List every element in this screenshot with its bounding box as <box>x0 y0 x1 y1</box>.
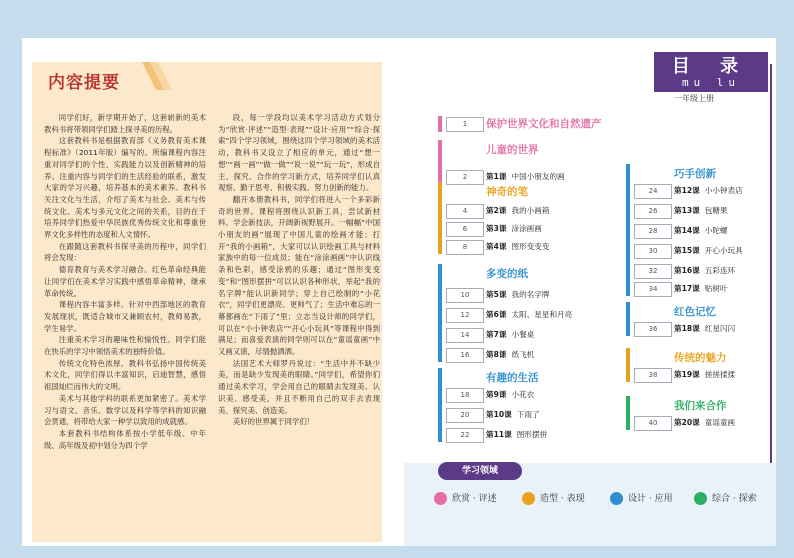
intro-paragraph: 美好的世界属于同学们！ <box>232 417 315 427</box>
page-number: 4 <box>446 204 484 219</box>
page-number: 26 <box>634 204 672 219</box>
intro-paragraph: 课程内容丰富多样。针对中西部地区的教育发展现状，既适合城市又兼顾农村，教师易教，学生易学。 <box>44 300 206 333</box>
page-number: 1 <box>446 117 484 132</box>
lesson-entry[interactable] <box>486 204 549 218</box>
lesson-name: 太阳、星星和月亮 <box>511 310 573 319</box>
lesson-entry[interactable] <box>486 428 547 442</box>
page-number: 6 <box>446 222 484 237</box>
lesson-number: 第9课 <box>486 390 507 399</box>
legend-dot-icon <box>522 492 535 505</box>
legend-item <box>694 492 757 506</box>
lesson-number: 第14课 <box>674 226 700 235</box>
intro-paragraph: 法国艺术大师罗丹说过：“生活中并不缺少美，而是缺少发现美的眼睛。”同学们，希望你们通过美术学习，学会用自己的眼睛去发现美、认识美、感受美，并且不断用自己的双手去表现美、探究美、创造美。 <box>218 358 380 415</box>
toc-color-bar <box>626 302 630 336</box>
lesson-entry[interactable] <box>674 204 728 218</box>
intro-paragraph: 注重美术学习的趣味性和愉悦性。同学们能在快乐的学习中领悟美术的独特价值。 <box>44 335 206 357</box>
toc-color-bar <box>438 264 442 362</box>
page-number: 28 <box>634 224 672 239</box>
lesson-name: 开心小玩具 <box>704 246 743 255</box>
lesson-name: 小花衣 <box>511 390 535 399</box>
lesson-name: 红星闪闪 <box>704 324 736 333</box>
lesson-number: 第5课 <box>486 290 507 299</box>
lesson-entry[interactable] <box>486 388 534 402</box>
lesson-number: 第4课 <box>486 242 507 251</box>
legend-item <box>434 492 497 506</box>
page-number: 32 <box>634 264 672 279</box>
lesson-number: 第16课 <box>674 266 700 275</box>
unit-title[interactable]: 传统的魅力 <box>674 352 727 364</box>
intro-paragraph: 传统文化特色浓厚。教科书弘扬中国传统美术文化，同学们得以丰富知识，启迪智慧，感悟祖国灿烂而伟大的文明。 <box>44 358 206 392</box>
lesson-number: 第10课 <box>486 410 512 419</box>
lesson-entry[interactable] <box>674 224 728 238</box>
lesson-name: 五彩连环 <box>704 266 736 275</box>
unit-title[interactable]: 神奇的笔 <box>486 186 528 198</box>
legend-label: 综合 · 探索 <box>712 494 757 504</box>
intro-paragraph: 这套教科书是根据教育部《义务教育美术课程标准》（2011年版）编写的。所编课程内容注重对同学们的个性、实践能力以及创新精神的培养。注重内容与同学们的生活经验的联系，激发大家的学习兴趣，培养基本的美术素养。教科书关注文化与生活，介绍了美术与社会、美术与传统文化、美术与多元文化之间的关系，目的在于培养同学们热爱中华民族优秀传统文化和尊重世界文化多样性的态度和人文情怀。 <box>44 136 206 240</box>
page-number: 22 <box>446 428 484 443</box>
lesson-entry[interactable] <box>674 282 728 296</box>
lesson-number: 第8课 <box>486 350 507 359</box>
lesson-entry[interactable] <box>486 170 565 184</box>
lesson-entry[interactable] <box>486 240 549 254</box>
lesson-name: 我的小画箱 <box>511 206 550 215</box>
intro-page <box>22 38 404 546</box>
unit-title[interactable]: 多变的纸 <box>486 268 528 280</box>
legend-dot-icon <box>694 492 707 505</box>
toc-color-bar <box>438 368 442 442</box>
lesson-entry[interactable] <box>486 408 540 422</box>
lesson-entry[interactable] <box>674 322 735 336</box>
page-number: 10 <box>446 288 484 303</box>
lesson-number: 第19课 <box>674 370 700 379</box>
lesson-number: 第3课 <box>486 224 507 233</box>
toc-color-bar <box>626 348 630 382</box>
lesson-name: 小陀螺 <box>704 226 728 235</box>
toc-color-bar <box>438 182 442 254</box>
lesson-name: 中国小朋友的画 <box>511 172 565 181</box>
lesson-name: 贴树叶 <box>704 284 728 293</box>
toc-color-bar <box>626 164 630 296</box>
toc-color-bar <box>438 116 442 132</box>
legend-label: 造型 · 表现 <box>540 494 585 504</box>
lesson-entry[interactable] <box>674 368 735 382</box>
legend-item <box>522 492 585 506</box>
lesson-name: 图形变变变 <box>511 242 550 251</box>
legend-label: 欣赏 · 评述 <box>452 494 497 504</box>
page-number: 40 <box>634 416 672 431</box>
lesson-number: 第6课 <box>486 310 507 319</box>
lesson-entry[interactable] <box>486 222 542 236</box>
lesson-name: 涂涂画画 <box>511 224 542 233</box>
unit-title[interactable]: 巧手创新 <box>674 168 716 180</box>
lesson-name: 我的名字牌 <box>511 290 550 299</box>
toc-title: 目 录 <box>671 56 751 77</box>
ribbon-decoration-icon <box>142 60 176 94</box>
lesson-name: 纸飞机 <box>511 350 535 359</box>
lesson-number: 第11课 <box>486 430 512 439</box>
lesson-name: 包糖果 <box>704 206 728 215</box>
legend-item <box>610 492 673 506</box>
lesson-number: 第20课 <box>674 418 700 427</box>
page-number: 14 <box>446 328 484 343</box>
lesson-entry[interactable] <box>674 244 743 258</box>
lesson-name: 图形摆拼 <box>516 430 548 439</box>
lesson-number: 第1课 <box>486 172 507 181</box>
unit-title[interactable]: 保护世界文化和自然遗产 <box>486 118 602 130</box>
intro-paragraph: 同学们好，新学期开始了，这套崭新的美术教科书将带领同学们踏上探寻美的历程。 <box>44 113 206 134</box>
page-number: 34 <box>634 282 672 297</box>
lesson-number: 第17课 <box>674 284 700 293</box>
toc-grade: 一年级上册 <box>674 94 714 103</box>
toc-color-bar <box>626 396 630 430</box>
lesson-entry[interactable] <box>486 348 534 362</box>
legend-label: 设计 · 应用 <box>628 494 673 504</box>
lesson-number: 第12课 <box>674 186 700 195</box>
toc-header <box>654 52 768 92</box>
lesson-number: 第18课 <box>674 324 700 333</box>
unit-title[interactable]: 有趣的生活 <box>486 372 539 384</box>
lesson-entry[interactable] <box>674 416 735 430</box>
page-number: 12 <box>446 308 484 323</box>
legend-dot-icon <box>610 492 623 505</box>
page-number: 18 <box>446 388 484 403</box>
toc-page <box>404 38 776 546</box>
toc-color-bar <box>438 140 442 184</box>
intro-column-left <box>44 112 206 451</box>
intro-paragraph: 美术与其他学科的联系更加紧密了。美术学习与语文、音乐、数学以及科学等学科的知识融会贯通，将带给大家一种学以致用的成就感。 <box>44 393 206 427</box>
page-number: 20 <box>446 408 484 423</box>
page-number: 2 <box>446 170 484 185</box>
unit-title[interactable]: 红色记忆 <box>674 306 716 318</box>
intro-paragraph: 在跟随这套教科书探寻美的历程中，同学们将会发现： <box>44 241 206 263</box>
intro-paragraph: 本套教科书结构体系按小学低年级、中年级、高年级及初中划分为四个学 <box>44 428 206 450</box>
lesson-number: 第2课 <box>486 206 507 215</box>
lesson-entry[interactable] <box>674 184 743 198</box>
toc-pinyin: mu lu <box>681 76 741 89</box>
legend-title: 学习领域 <box>438 462 522 480</box>
lesson-name: 下雨了 <box>516 410 540 419</box>
unit-title[interactable]: 我们来合作 <box>674 400 727 412</box>
intro-title: 内容提要 <box>48 73 120 93</box>
lesson-number: 第13课 <box>674 206 700 215</box>
lesson-entry[interactable] <box>486 328 534 342</box>
page-number: 30 <box>634 244 672 259</box>
intro-paragraph: 段，每一学段均以美术学习活动方式划分为“欣赏·评述”“造型·表现”“设计·应用”“综合·探索”四个学习领域，围绕这四个学习领域的美术活动，教科书又设立了相应的单元，通过“想一想”“画一画”“做一做”“说一说”“玩一玩”，形成自主、探究、合作的学习新方式，培养同学们认真观察、勤于思考、积极实践、努力创新的能力。 <box>218 113 380 193</box>
lesson-name: 搓搓揉揉 <box>704 370 736 379</box>
lesson-entry[interactable] <box>486 288 549 302</box>
page-number: 38 <box>634 368 672 383</box>
intro-paragraph: 翻开本册教科书，同学们将进入一个多彩新奇的世界。课程将围绕认识新工具，尝试新材料、学会新技法，开阔新视野展开。一幅幅“中国小朋友的画”展现了中国儿童的绘画才能；打开“我的小画箱”，大家可以认识绘画工具与材料家族中的每一位成员；能在“涂涂画画”中认识线条和色彩，感受涂鸦的乐趣；通过“图形变变变”和“图形摆拼”可以认识各种形状，举起“我的名字牌”能认识新同学；穿上自己绘制的“小花衣”，同学们更漂亮、更帅气了；生活中难忘的一幕都画在“下雨了”里；立志当设计师的同学们，可以在“小小钟表店”“开心小玩具”等课程中得到满足；而喜爱表演的同学则可以在“童谣童画”中又画又演，尽情抛洒洒。 <box>218 194 380 357</box>
page-number: 16 <box>446 348 484 363</box>
lesson-number: 第15课 <box>674 246 700 255</box>
page-number: 8 <box>446 240 484 255</box>
lesson-name: 小餐桌 <box>511 330 535 339</box>
lesson-entry[interactable] <box>674 264 735 278</box>
lesson-entry[interactable] <box>486 308 572 322</box>
lesson-number: 第7课 <box>486 330 507 339</box>
lesson-name: 童谣童画 <box>704 418 736 427</box>
page-number: 36 <box>634 322 672 337</box>
intro-paragraph: 德育教育与美术学习融合。红色革命经典能让同学们在美术学习实践中感悟革命精神，继承革命传统。 <box>44 265 206 298</box>
legend-dot-icon <box>434 492 447 505</box>
intro-column-right <box>218 112 380 428</box>
unit-title[interactable]: 儿童的世界 <box>486 144 539 156</box>
page-number: 24 <box>634 184 672 199</box>
lesson-name: 小小钟表店 <box>704 186 743 195</box>
